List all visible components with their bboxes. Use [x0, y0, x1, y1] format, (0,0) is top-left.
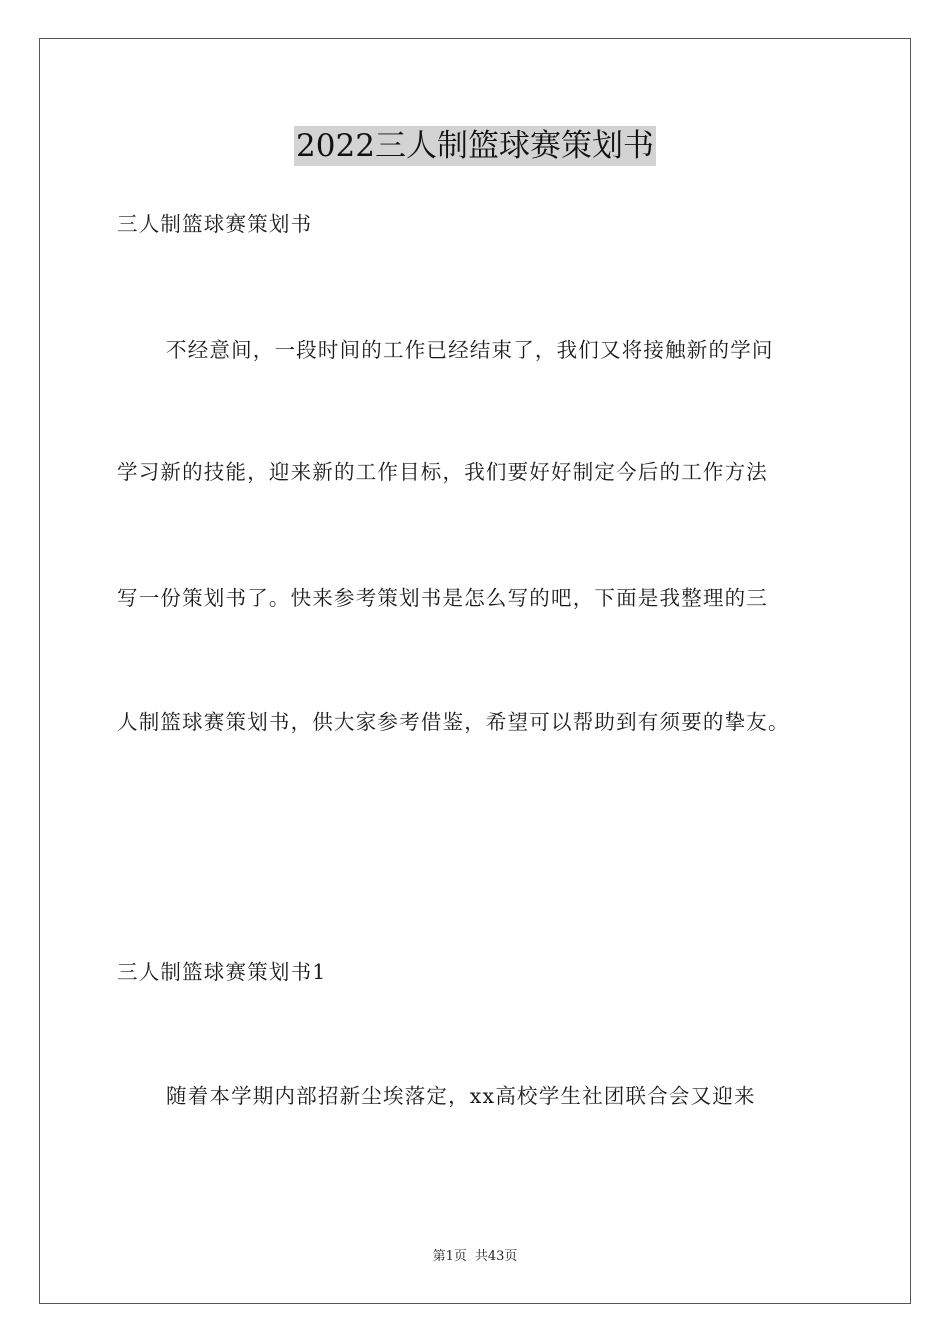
section-heading: 三人制篮球赛策划书1	[117, 960, 327, 984]
document-subtitle: 三人制篮球赛策划书	[117, 212, 313, 236]
paragraph-line: 随着本学期内部招新尘埃落定，xx高校学生社团联合会又迎来	[166, 1084, 756, 1108]
page-number: 第1页	[432, 1249, 467, 1264]
page-footer	[0, 1248, 950, 1266]
document-title: 2022三人制篮球赛策划书	[296, 128, 654, 164]
paragraph-line: 写一份策划书了。快来参考策划书是怎么写的吧，下面是我整理的三	[117, 586, 768, 610]
title-container	[0, 126, 950, 166]
paragraph-line: 学习新的技能，迎来新的工作目标，我们要好好制定今后的工作方法	[117, 460, 768, 484]
page-total: 共43页	[474, 1249, 518, 1264]
paragraph-line: 人制篮球赛策划书，供大家参考借鉴，希望可以帮助到有须要的挚友。	[117, 710, 790, 734]
paragraph-line: 不经意间，一段时间的工作已经结束了，我们又将接触新的学问	[166, 338, 774, 362]
